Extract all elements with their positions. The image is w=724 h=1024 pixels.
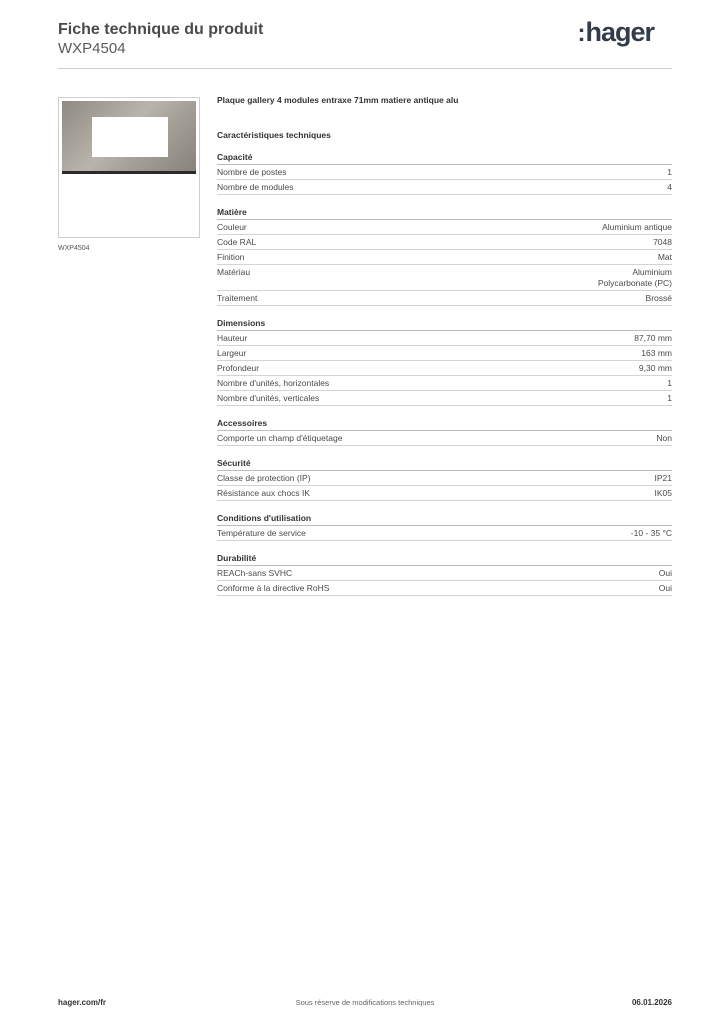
spec-label: Résistance aux chocs IK: [217, 488, 311, 498]
page-title: Fiche technique du produit: [58, 21, 264, 38]
spec-row: [217, 250, 672, 265]
spec-row: [217, 376, 672, 391]
spec-section: [217, 458, 672, 501]
brand-logo-text: hager: [585, 17, 654, 47]
spec-value: 7048: [653, 237, 672, 247]
product-reference: WXP4504: [58, 40, 126, 57]
spec-value: Aluminium Polycarbonate (PC): [597, 267, 672, 288]
spec-label: Température de service: [217, 528, 306, 538]
spec-value: 87,70 mm: [634, 333, 672, 343]
spec-value: 163 mm: [641, 348, 672, 358]
spec-label: Nombre d'unités, horizontales: [217, 378, 330, 388]
footer-website[interactable]: hager.com/fr: [58, 998, 107, 1007]
spec-label: Code RAL: [217, 237, 257, 247]
brand-logo: [577, 17, 654, 48]
spec-value: 9,30 mm: [638, 363, 672, 373]
spec-row: [217, 581, 672, 596]
spec-sections: [217, 152, 672, 596]
spec-row: [217, 346, 672, 361]
spec-row: [217, 265, 672, 291]
spec-value: 1: [667, 167, 672, 177]
section-title: Sécurité: [217, 458, 672, 471]
section-title: Dimensions: [217, 318, 672, 331]
spec-value: Oui: [658, 583, 672, 593]
spec-label: Hauteur: [217, 333, 248, 343]
spec-label: Matériau: [217, 267, 251, 277]
spec-row: [217, 391, 672, 406]
spec-value: 1: [667, 393, 672, 403]
spec-row: [217, 331, 672, 346]
spec-section: [217, 513, 672, 541]
plate-graphic: [62, 101, 196, 173]
spec-value: IP21: [654, 473, 672, 483]
spec-value: Aluminium antique: [602, 222, 672, 232]
spec-label: Nombre de modules: [217, 182, 294, 192]
spec-section: [217, 418, 672, 446]
spec-value: Brossé: [645, 293, 672, 303]
spec-section: [217, 553, 672, 596]
brand-logo-colon: :: [577, 20, 585, 47]
page-header: [58, 21, 263, 57]
spec-row: [217, 180, 672, 195]
spec-label: Classe de protection (IP): [217, 473, 311, 483]
spec-value: Mat: [657, 252, 672, 262]
footer-date: 06.01.2026: [631, 998, 672, 1007]
spec-section: [217, 207, 672, 306]
spec-row: [217, 220, 672, 235]
spec-label: Nombre d'unités, verticales: [217, 393, 320, 403]
footer-notice: Sous réserve de modifications techniques: [295, 998, 435, 1007]
section-title: Accessoires: [217, 418, 672, 431]
spec-row: [217, 291, 672, 306]
spec-section: [217, 318, 672, 406]
spec-label: Finition: [217, 252, 245, 262]
spec-value: Oui: [658, 568, 672, 578]
spec-label: Nombre de postes: [217, 167, 287, 177]
section-title: Conditions d'utilisation: [217, 513, 672, 526]
spec-row: [217, 526, 672, 541]
spec-value: IK05: [654, 488, 672, 498]
image-caption: WXP4504: [58, 245, 90, 252]
tech-characteristics-title: Caractéristiques techniques: [217, 130, 331, 140]
spec-content: [217, 95, 672, 596]
spec-row: [217, 361, 672, 376]
spec-label: Profondeur: [217, 363, 260, 373]
spec-row: [217, 165, 672, 180]
section-title: Capacité: [217, 152, 672, 165]
product-image: [58, 97, 200, 238]
spec-value: Non: [656, 433, 672, 443]
section-title: Matière: [217, 207, 672, 220]
spec-label: REACh-sans SVHC: [217, 568, 293, 578]
spec-row: [217, 471, 672, 486]
spec-row: [217, 486, 672, 501]
spec-label: Largeur: [217, 348, 247, 358]
spec-label: Traitement: [217, 293, 258, 303]
spec-label: Conforme à la directive RoHS: [217, 583, 330, 593]
spec-value: 4: [667, 182, 672, 192]
plate-edge: [62, 171, 196, 174]
spec-label: Comporte un champ d'étiquetage: [217, 433, 343, 443]
spec-value: -10 - 35 °C: [630, 528, 672, 538]
spec-value: 1: [667, 378, 672, 388]
spec-row: [217, 431, 672, 446]
spec-row: [217, 235, 672, 250]
section-title: Durabilité: [217, 553, 672, 566]
header-divider: [58, 68, 672, 69]
spec-label: Couleur: [217, 222, 247, 232]
spec-row: [217, 566, 672, 581]
product-name: Plaque gallery 4 modules entraxe 71mm matiere antique alu: [217, 95, 459, 105]
plate-window: [92, 117, 168, 157]
spec-section: [217, 152, 672, 195]
